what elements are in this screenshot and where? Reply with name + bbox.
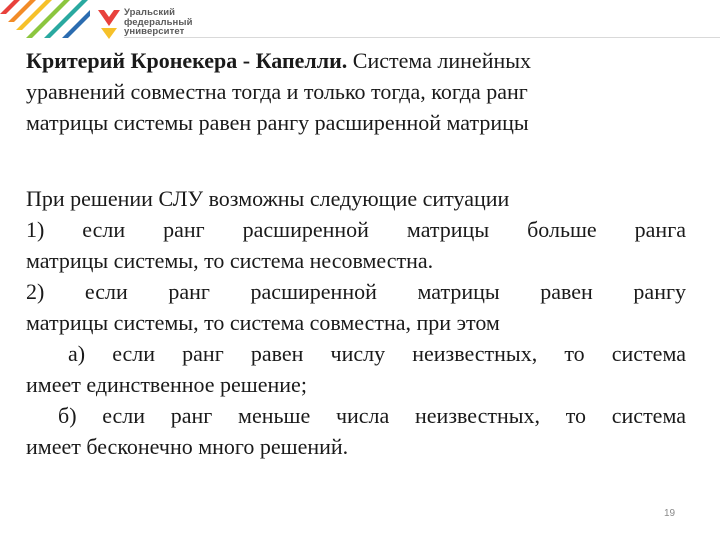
header-stripes [0,0,90,38]
stripe-yellow [16,0,52,30]
university-logo-icon [95,8,123,40]
criterion-paragraph [26,45,686,138]
criterion-term: Критерий Кронекера - Капелли. [26,48,348,73]
university-name-line-1: Уральский [124,7,176,18]
sub-case-b-line-1: б) если ранг меньше числа неизвестных, то система [58,403,686,428]
sub-case-a-line-1: а) если ранг равен числу неизвестных, то система [68,341,686,366]
case-1-line-1: 1) если ранг расширенной матрицы больше ранга [26,217,686,242]
cases-intro: При решении СЛУ возможны следующие ситуации [26,186,510,211]
criterion-line-2: уравнений совместна тогда и только тогда, когда ранг [26,79,528,104]
university-name-line-3: университет [124,26,185,37]
stripe-blue [62,10,90,38]
university-name [124,8,193,37]
sub-case-b-line-2: имеет бесконечно много решений. [26,434,349,459]
case-1-line-2: матрицы системы, то система несовместна. [26,248,434,273]
criterion-line-1 [26,45,686,76]
case-2-line-1: 2) если ранг расширенной матрицы равен рангу [26,279,686,304]
case-2-line-2: матрицы системы, то система совместна, при этом [26,310,500,335]
sub-case-a-line-2: имеет единственное решение; [26,372,307,397]
criterion-line-3: матрицы системы равен рангу расширенной матрицы [26,110,529,135]
university-name-line-2: федеральный [124,16,193,28]
stripe-red [0,0,20,14]
cases-paragraph [26,183,686,462]
criterion-text-1: Система линейных [347,48,532,73]
page-number: 19 [664,508,676,519]
header-divider [124,37,720,38]
